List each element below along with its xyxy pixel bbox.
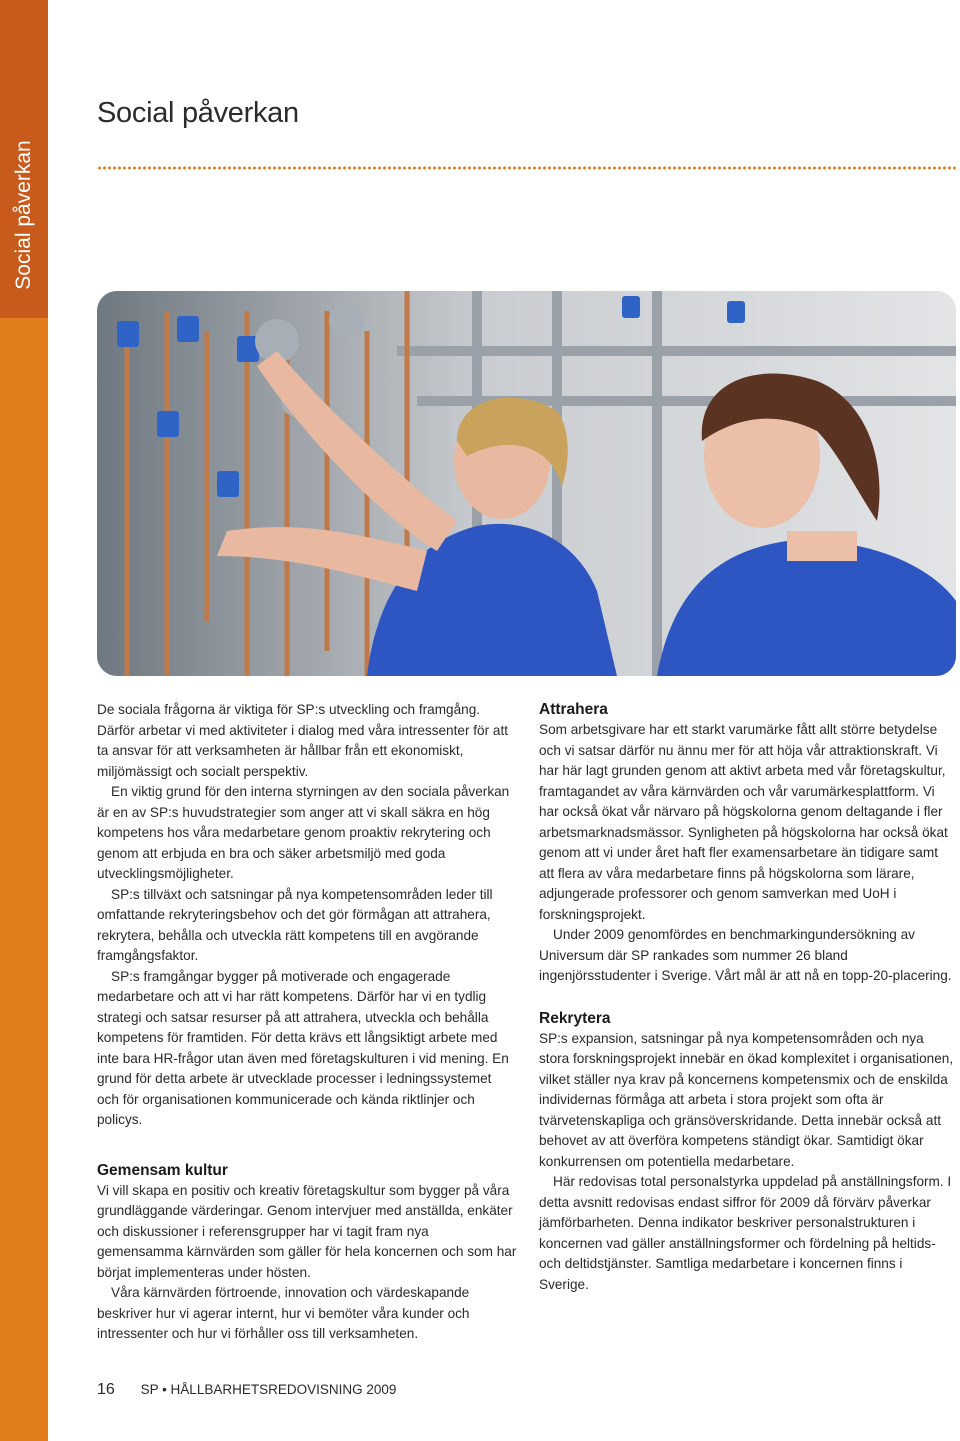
page-number: 16 [97, 1381, 115, 1398]
photo-lab-workers [97, 291, 956, 676]
body-paragraph: SP:s framgångar bygger på motiverade och engagerade medarbetare och att vi har rätt kompetens. Därför har vi en tydlig strategi och satsar resurser på att attrahera, utveckla och behålla kompetens för framtiden. För detta krävs ett långsiktigt arbete med inte bara HR-frågor utan även med företagskulturen i vid mening. En grund för detta arbete är utvecklade processer i ledningssystemet och för organisationen kommunicerade och kända riktlinjer och policys. [97, 968, 509, 1127]
publication-name: SP • HÅLLBARHETSREDOVISNING 2009 [140, 1382, 397, 1397]
body-paragraph: SP:s tillväxt och satsningar på nya kompetensområden leder till omfattande rekryteringsbehov och det gör förmågan att attrahera, rekrytera, behålla och utveckla rätt kompetens till en avgörande framgångsfaktor. [97, 886, 493, 963]
right-column [539, 700, 956, 1295]
body-paragraph: Vi vill skapa en positiv och kreativ företagskultur som bygger på våra grundläggande värderingar. Genom intervjuer med anställda, enkäter och diskussioner i referensgrupper har vi tagit fram nya gemensamma kärnvärden som gäller för hela koncernen och som har börjat implementeras under hösten. [97, 1182, 517, 1280]
side-tab [0, 0, 48, 1441]
body-paragraph: SP:s expansion, satsningar på nya kompetensområden och nya stora forskningsprojekt innebär en ökad komplexitet i organisationen, vilket ställer nya krav på koncernens kompetensmix och de enskilda individernas förmåga att arbeta i stora projekt som ofta är tvärvetenskapliga och gränsöverskridande. Detta innebär också att behovet av att överföra kompetens ständigt ökar. Samtidigt ökar konkurrensen om potentiella medarbetare. [539, 1030, 954, 1169]
body-paragraph: Som arbetsgivare har ett starkt varumärke fått allt större betydelse och vi satsar därför nu ännu mer för att höja vår attraktionskraft. Vi har här lagt grunden genom att aktivt arbeta med vår företagskultur, framtagandet av våra kärnvärden och vår varumärkesplattform. Vi har också ökat vår närvaro på högskolorna genom deltagande i fler arbetsmarknadsmässor. Synligheten på högskolorna har också ökat genom att vi under året haft fler examensarbetare än tidigare samt att flera av våra medarbetare finns på högskolorna som lärare, adjungerade professorer och genom samverkan med UoH i forskningsprojekt. [539, 722, 948, 922]
body-paragraph: Våra kärnvärden förtroende, innovation och värdeskapande beskriver hur vi agerar internt, hur vi bemöter våra kunder och intressenter och hur vi förhåller oss till verksamheten. [97, 1285, 470, 1341]
side-tab-label: Social påverkan [12, 140, 35, 290]
intro-paragraph: De sociala frågorna är viktiga för SP:s utveckling och framgång. Därför arbetar vi med aktiviteter i dialog med våra intressenter för att ta ansvar för att verksamheten är hållbar från ett ekonomiskt, miljömässigt och socialt perspektiv. [97, 702, 509, 779]
section-heading-attrahera: Attrahera [539, 701, 608, 718]
left-column [97, 700, 517, 1345]
page-footer [97, 1381, 396, 1399]
body-paragraph: Här redovisas total personalstyrka uppdelad på anställningsform. I detta avsnitt redovisas endast siffror för 2009 då förvärv påverkar jämförbarheten. Denna indikator beskriver personalstrukturen i koncernen vad gäller anställningsformer och fördelning på heltids- och deltidstjänster. Samtliga medarbetare i koncernen finns i Sverige. [539, 1174, 952, 1292]
section-heading-gemensam-kultur: Gemensam kultur [97, 1161, 228, 1179]
body-paragraph: Under 2009 genomfördes en benchmarkingundersökning av Universum där SP rankades som nummer 26 bland ingenjörsstudenter i Sverige. Vårt mål är att nå en topp-20-placering. [539, 927, 952, 983]
dotted-divider [97, 166, 956, 170]
page-title: Social påverkan [97, 97, 299, 129]
body-paragraph: En viktig grund för den interna styrningen av den sociala påverkan är en av SP:s huvudstrategier som anger att vi skall säkra en hög kompetens hos våra medarbetare genom proaktiv rekrytering och genom att erbjuda en bra och säker arbetsmiljö med goda utvecklingsmöjligheter. [97, 784, 510, 881]
section-heading-rekrytera: Rekrytera [539, 1009, 611, 1027]
